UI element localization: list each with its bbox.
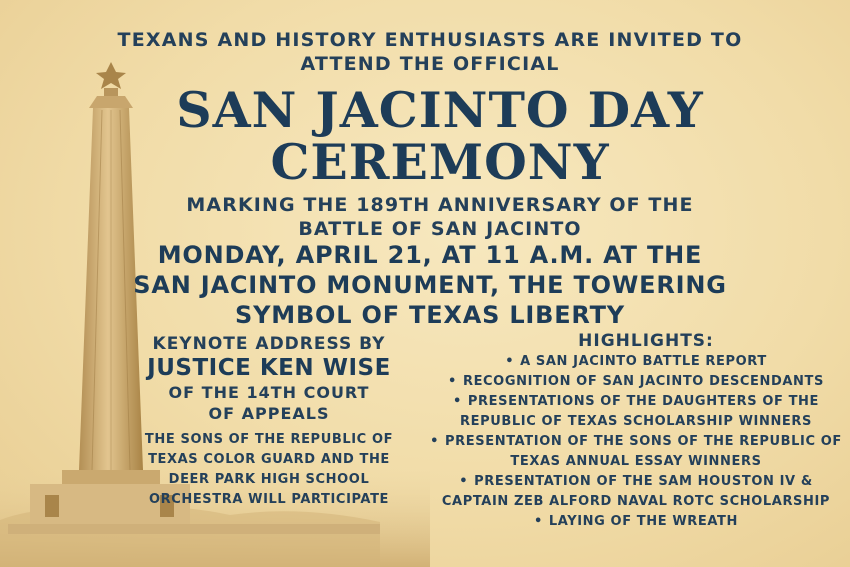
bullet-icon: • <box>448 374 457 389</box>
highlights-list <box>430 352 842 532</box>
keynote-court-line-2: OF APPEALS <box>208 404 330 423</box>
keynote-section <box>138 333 400 510</box>
bullet-icon: • <box>453 394 462 409</box>
list-item: • RECOGNITION OF SAN JACINTO DESCENDANTS <box>448 374 824 389</box>
list-item: • PRESENTATION OF THE SAM HOUSTON IV & CAPTAIN ZEB ALFORD NAVAL ROTC SCHOLARSHIP <box>441 474 831 509</box>
bullet-icon: • <box>534 514 543 529</box>
keynote-speaker: JUSTICE KEN WISE <box>147 355 391 381</box>
title-line-1: SAN JACINTO DAY <box>176 81 704 139</box>
list-item: • PRESENTATIONS OF THE DAUGHTERS OF THE REPUBLIC OF TEXAS SCHOLARSHIP WINNERS <box>453 394 819 429</box>
list-item: • PRESENTATION OF THE SONS OF THE REPUBLIC OF TEXAS ANNUAL ESSAY WINNERS <box>430 434 842 469</box>
list-item: • A SAN JACINTO BATTLE REPORT <box>505 354 767 369</box>
page-title <box>130 81 750 191</box>
bullet-icon: • <box>505 354 515 369</box>
bullet-icon: • <box>430 434 440 449</box>
participants-text: THE SONS OF THE REPUBLIC OF TEXAS COLOR GUARD AND THE DEER PARK HIGH SCHOOL ORCHESTRA WILL PARTICIPATE <box>144 432 394 507</box>
highlights-heading: HIGHLIGHTS: <box>578 331 714 351</box>
title-line-2: CEREMONY <box>270 133 610 191</box>
anniversary-line: MARKING THE 189TH ANNIVERSARY OF THE BATTLE OF SAN JACINTO <box>186 194 694 240</box>
list-item: • LAYING OF THE WREATH <box>534 514 738 529</box>
highlights-section <box>430 330 842 532</box>
date-location-line: MONDAY, APRIL 21, AT 11 A.M. AT THE SAN JACINTO MONUMENT, THE TOWERING SYMBOL OF TEXAS LIBERTY <box>133 241 727 329</box>
keynote-heading: KEYNOTE ADDRESS BY <box>152 334 386 354</box>
keynote-court-line-1: OF THE 14TH COURT <box>168 383 370 402</box>
intro-line: TEXANS AND HISTORY ENTHUSIASTS ARE INVITED TO ATTEND THE OFFICIAL <box>117 29 743 75</box>
bullet-icon: • <box>459 474 469 489</box>
